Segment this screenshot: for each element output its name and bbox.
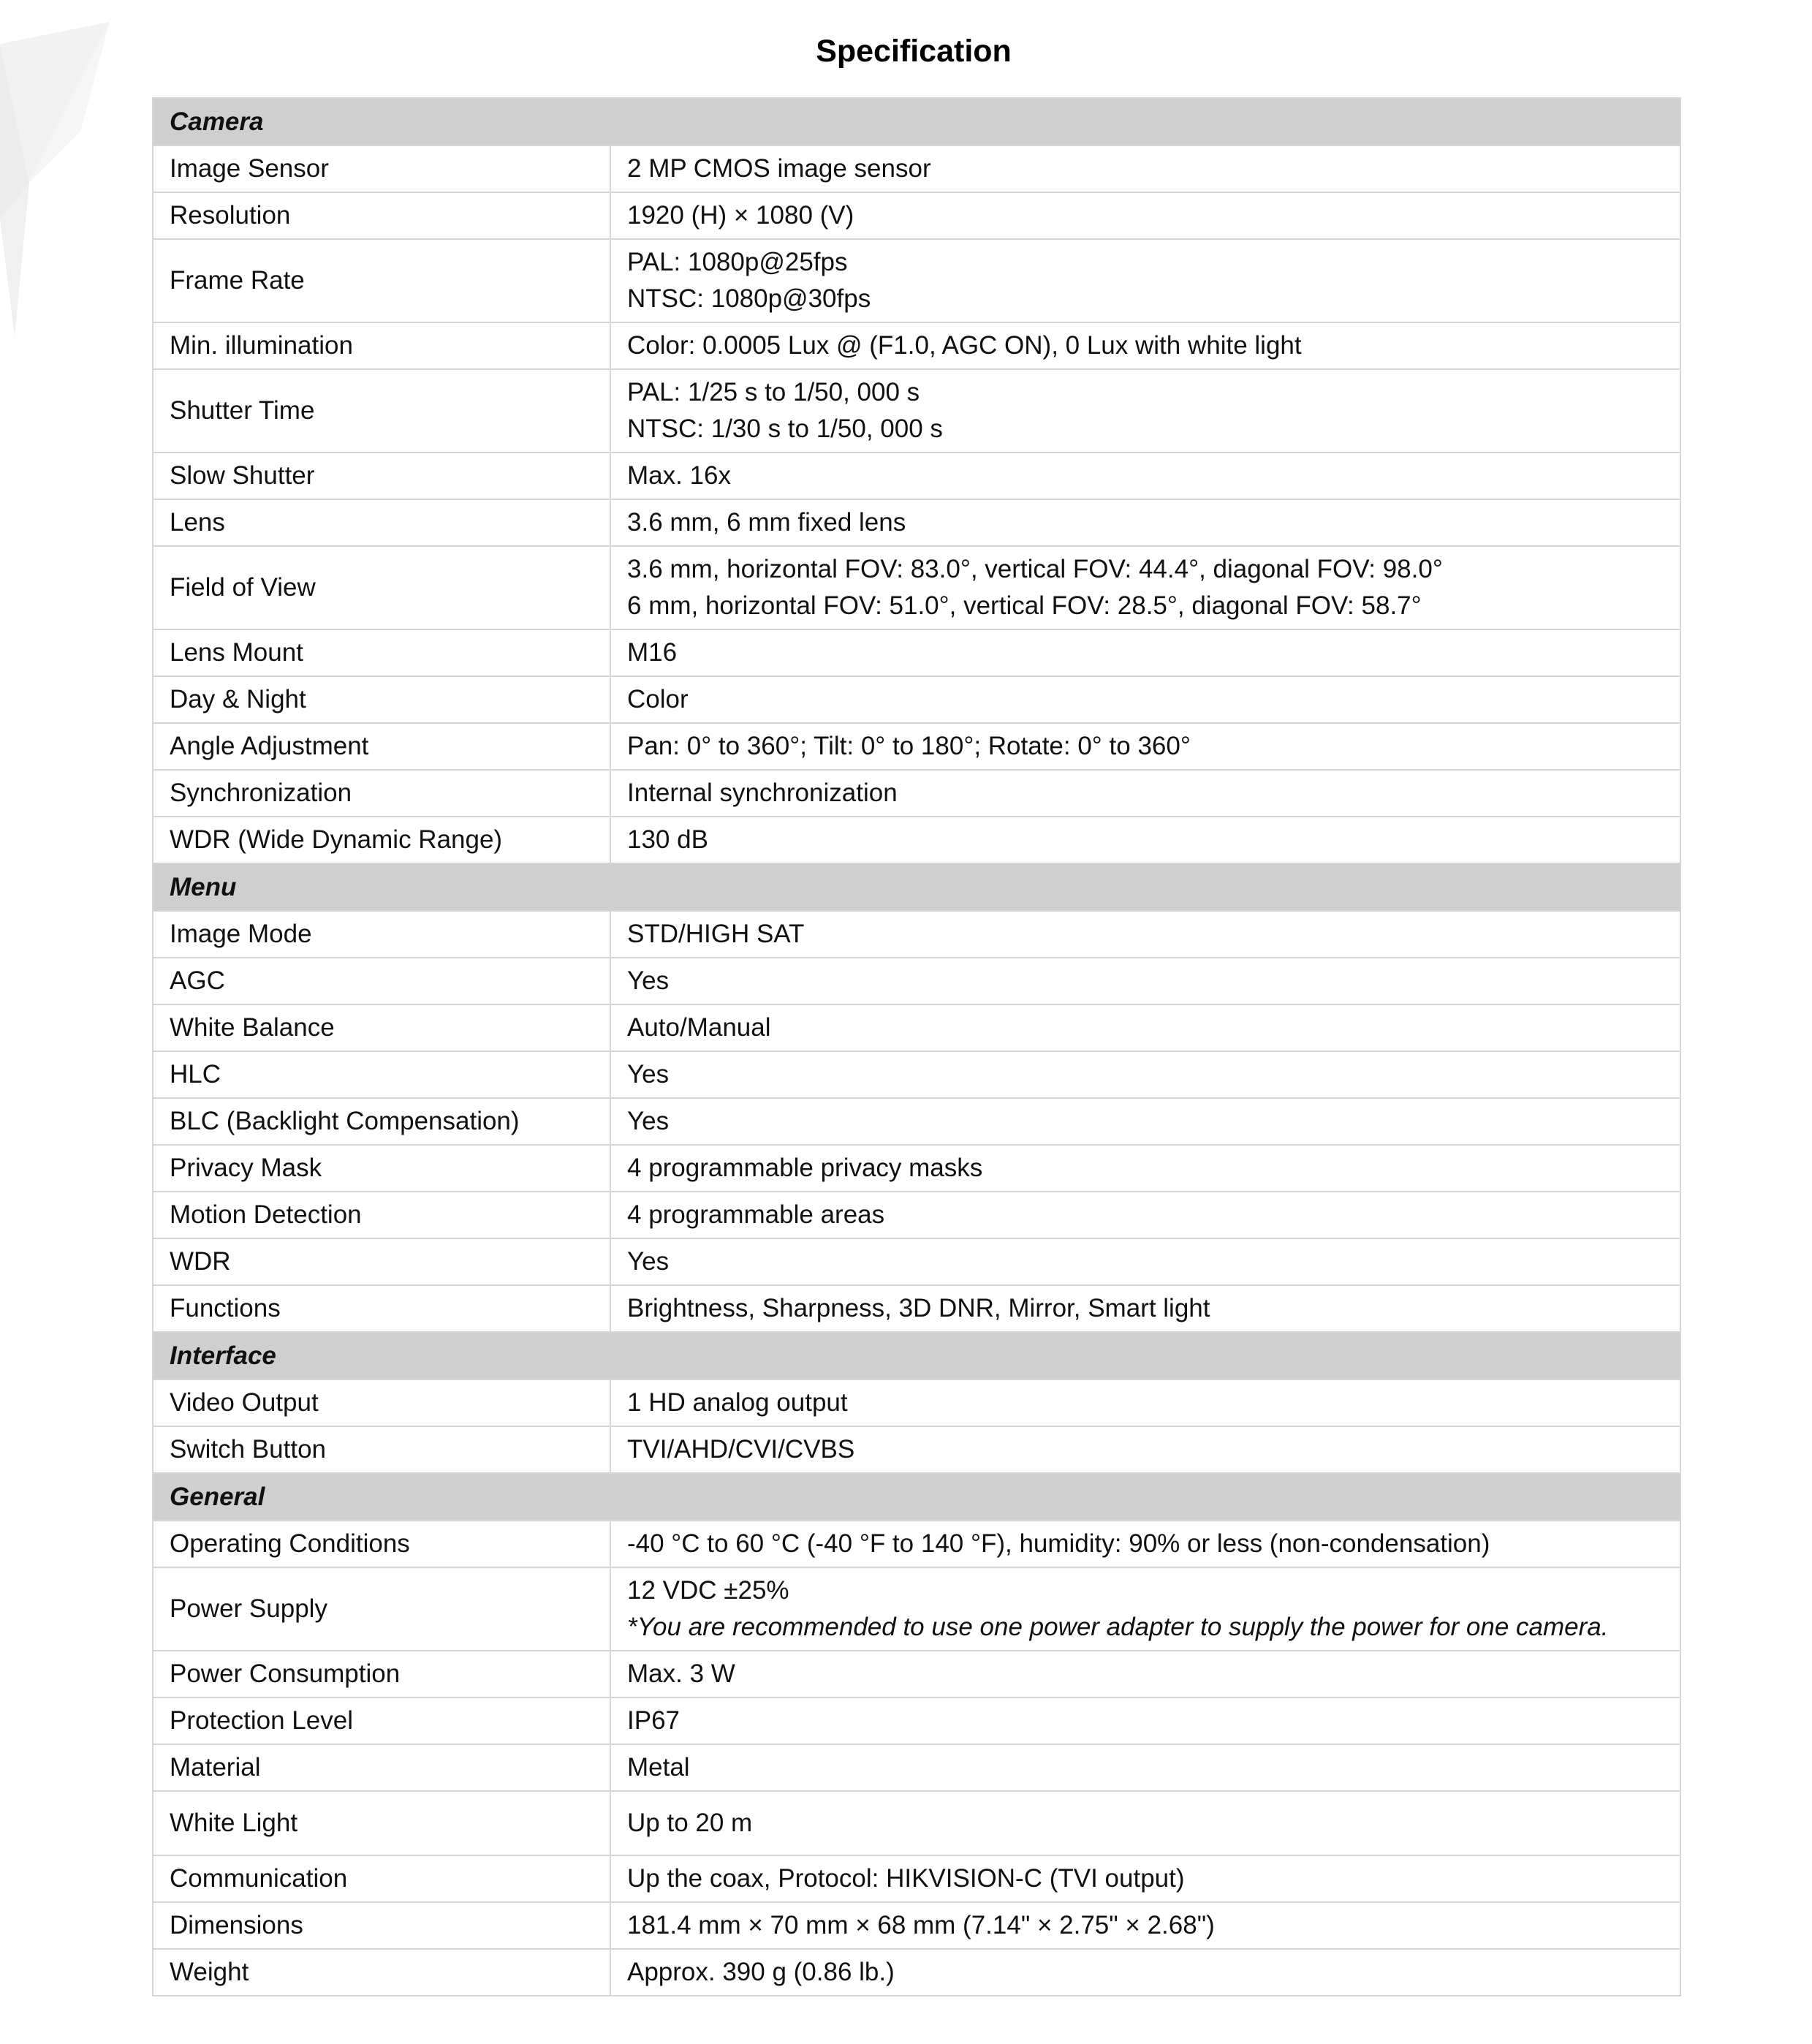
spec-value-line: 12 VDC ±25% <box>627 1576 789 1605</box>
spec-value <box>610 1004 1680 1051</box>
spec-value <box>610 1567 1680 1651</box>
spec-label: Image Sensor <box>153 145 610 192</box>
section-title: Camera <box>153 98 1680 145</box>
spec-label: Angle Adjustment <box>153 723 610 770</box>
spec-value <box>610 499 1680 546</box>
spec-value-line: 1920 (H) × 1080 (V) <box>627 201 854 230</box>
table-row <box>153 1145 1680 1192</box>
section-header <box>153 863 1680 911</box>
table-row <box>153 723 1680 770</box>
spec-label: Dimensions <box>153 1902 610 1949</box>
spec-label: Switch Button <box>153 1426 610 1473</box>
specification-table <box>152 97 1681 1996</box>
spec-label: Slow Shutter <box>153 453 610 499</box>
spec-value <box>610 1521 1680 1567</box>
table-row <box>153 453 1680 499</box>
table-row <box>153 676 1680 723</box>
spec-value <box>610 1949 1680 1996</box>
spec-value <box>610 1855 1680 1902</box>
table-row <box>153 1651 1680 1697</box>
table-row <box>153 629 1680 676</box>
spec-value-line: 130 dB <box>627 825 708 854</box>
table-row <box>153 322 1680 369</box>
table-row <box>153 192 1680 239</box>
table-row <box>153 1004 1680 1051</box>
section-title: Menu <box>153 863 1680 911</box>
spec-value <box>610 770 1680 817</box>
spec-value-line: 6 mm, horizontal FOV: 51.0°, vertical FOV: 28.5°, diagonal FOV: 58.7° <box>627 591 1422 620</box>
spec-value-line: 2 MP CMOS image sensor <box>627 154 931 183</box>
spec-value-line: IP67 <box>627 1706 680 1735</box>
spec-label: Lens <box>153 499 610 546</box>
spec-label: White Light <box>153 1791 610 1855</box>
spec-value-line: PAL: 1080p@25fps <box>627 248 848 276</box>
spec-value-line: 3.6 mm, 6 mm fixed lens <box>627 508 906 537</box>
spec-label: White Balance <box>153 1004 610 1051</box>
spec-label: BLC (Backlight Compensation) <box>153 1098 610 1145</box>
spec-label: WDR (Wide Dynamic Range) <box>153 817 610 863</box>
spec-label: Resolution <box>153 192 610 239</box>
spec-note: *You are recommended to use one power adapter to supply the power for one camera. <box>627 1613 1609 1641</box>
table-row <box>153 770 1680 817</box>
spec-label: Day & Night <box>153 676 610 723</box>
spec-value-line: Color <box>627 685 689 713</box>
spec-value-line: Yes <box>627 1247 670 1276</box>
spec-value-line: Auto/Manual <box>627 1013 771 1042</box>
spec-label: Functions <box>153 1285 610 1332</box>
spec-value <box>610 1098 1680 1145</box>
spec-label: Privacy Mask <box>153 1145 610 1192</box>
spec-label: Shutter Time <box>153 369 610 453</box>
spec-value <box>610 911 1680 958</box>
spec-value-line: Internal synchronization <box>627 779 898 807</box>
spec-value <box>610 1379 1680 1426</box>
spec-value-line: 4 programmable privacy masks <box>627 1154 983 1182</box>
spec-label: Weight <box>153 1949 610 1996</box>
spec-value-line: Approx. 390 g (0.86 lb.) <box>627 1958 895 1986</box>
table-row <box>153 1051 1680 1098</box>
spec-value-line: -40 °C to 60 °C (-40 °F to 140 °F), humidity: 90% or less (non-condensation) <box>627 1529 1490 1558</box>
spec-value-line: Yes <box>627 1107 670 1135</box>
spec-label: Power Supply <box>153 1567 610 1651</box>
table-row <box>153 369 1680 453</box>
spec-value <box>610 1744 1680 1791</box>
spec-label: Field of View <box>153 546 610 629</box>
spec-value-line: Yes <box>627 1060 670 1089</box>
spec-label: Synchronization <box>153 770 610 817</box>
spec-value-line: Up the coax, Protocol: HIKVISION-C (TVI output) <box>627 1864 1185 1893</box>
table-row <box>153 1521 1680 1567</box>
spec-value-line: 1 HD analog output <box>627 1388 848 1417</box>
spec-label: Protection Level <box>153 1697 610 1744</box>
table-row <box>153 239 1680 322</box>
table-row <box>153 546 1680 629</box>
spec-value <box>610 958 1680 1004</box>
spec-value <box>610 1145 1680 1192</box>
spec-value-line: Metal <box>627 1753 690 1782</box>
spec-value-line: M16 <box>627 638 678 667</box>
spec-label: Min. illumination <box>153 322 610 369</box>
spec-value-line: Max. 16x <box>627 461 731 490</box>
spec-value <box>610 723 1680 770</box>
spec-value <box>610 322 1680 369</box>
table-row <box>153 958 1680 1004</box>
spec-value <box>610 145 1680 192</box>
spec-value-line: 4 programmable areas <box>627 1200 885 1229</box>
spec-label: Lens Mount <box>153 629 610 676</box>
spec-value <box>610 1285 1680 1332</box>
spec-value <box>610 817 1680 863</box>
spec-value <box>610 239 1680 322</box>
spec-label: AGC <box>153 958 610 1004</box>
section-header <box>153 1473 1680 1521</box>
table-row <box>153 1192 1680 1238</box>
spec-value-line: Up to 20 m <box>627 1809 753 1837</box>
spec-value-line: NTSC: 1/30 s to 1/50, 000 s <box>627 415 943 443</box>
spec-value <box>610 192 1680 239</box>
spec-value <box>610 1426 1680 1473</box>
page-title: Specification <box>816 34 1012 69</box>
spec-value <box>610 546 1680 629</box>
spec-label: Operating Conditions <box>153 1521 610 1567</box>
table-row <box>153 1379 1680 1426</box>
section-title: Interface <box>153 1332 1680 1379</box>
spec-label: HLC <box>153 1051 610 1098</box>
table-row <box>153 1855 1680 1902</box>
spec-value-line: NTSC: 1080p@30fps <box>627 284 871 313</box>
spec-value <box>610 369 1680 453</box>
spec-value-line: STD/HIGH SAT <box>627 920 805 948</box>
table-row <box>153 1744 1680 1791</box>
table-row <box>153 499 1680 546</box>
spec-label: Material <box>153 1744 610 1791</box>
spec-value <box>610 1651 1680 1697</box>
section-header <box>153 1332 1680 1379</box>
spec-value-line: Brightness, Sharpness, 3D DNR, Mirror, Smart light <box>627 1294 1210 1322</box>
table-row <box>153 1285 1680 1332</box>
spec-label: Communication <box>153 1855 610 1902</box>
spec-value-line: PAL: 1/25 s to 1/50, 000 s <box>627 378 920 406</box>
spec-value <box>610 629 1680 676</box>
spec-label: Motion Detection <box>153 1192 610 1238</box>
spec-value <box>610 1192 1680 1238</box>
spec-label: Power Consumption <box>153 1651 610 1697</box>
spec-label: Image Mode <box>153 911 610 958</box>
table-row <box>153 1949 1680 1996</box>
table-row <box>153 1238 1680 1285</box>
spec-value <box>610 676 1680 723</box>
table-row <box>153 1697 1680 1744</box>
spec-value-line: Color: 0.0005 Lux @ (F1.0, AGC ON), 0 Lux with white light <box>627 331 1302 360</box>
section-header <box>153 98 1680 145</box>
spec-value-line: Yes <box>627 966 670 995</box>
spec-value-line: 181.4 mm × 70 mm × 68 mm (7.14" × 2.75" × 2.68") <box>627 1911 1215 1939</box>
spec-value <box>610 1791 1680 1855</box>
spec-value <box>610 1697 1680 1744</box>
table-row <box>153 1902 1680 1949</box>
spec-value-line: 3.6 mm, horizontal FOV: 83.0°, vertical FOV: 44.4°, diagonal FOV: 98.0° <box>627 555 1443 583</box>
spec-value <box>610 1238 1680 1285</box>
spec-value-line: Max. 3 W <box>627 1659 735 1688</box>
specification-table-body <box>153 98 1680 1996</box>
table-row <box>153 1791 1680 1855</box>
spec-value-line: TVI/AHD/CVI/CVBS <box>627 1435 855 1464</box>
table-row <box>153 1098 1680 1145</box>
spec-value <box>610 1902 1680 1949</box>
table-row <box>153 817 1680 863</box>
spec-label: Frame Rate <box>153 239 610 322</box>
section-title: General <box>153 1473 1680 1521</box>
table-row <box>153 1426 1680 1473</box>
table-row <box>153 1567 1680 1651</box>
table-row <box>153 145 1680 192</box>
table-row <box>153 911 1680 958</box>
spec-label: Video Output <box>153 1379 610 1426</box>
spec-value <box>610 453 1680 499</box>
spec-label: WDR <box>153 1238 610 1285</box>
spec-value <box>610 1051 1680 1098</box>
spec-value-line: Pan: 0° to 360°; Tilt: 0° to 180°; Rotate: 0° to 360° <box>627 732 1191 760</box>
